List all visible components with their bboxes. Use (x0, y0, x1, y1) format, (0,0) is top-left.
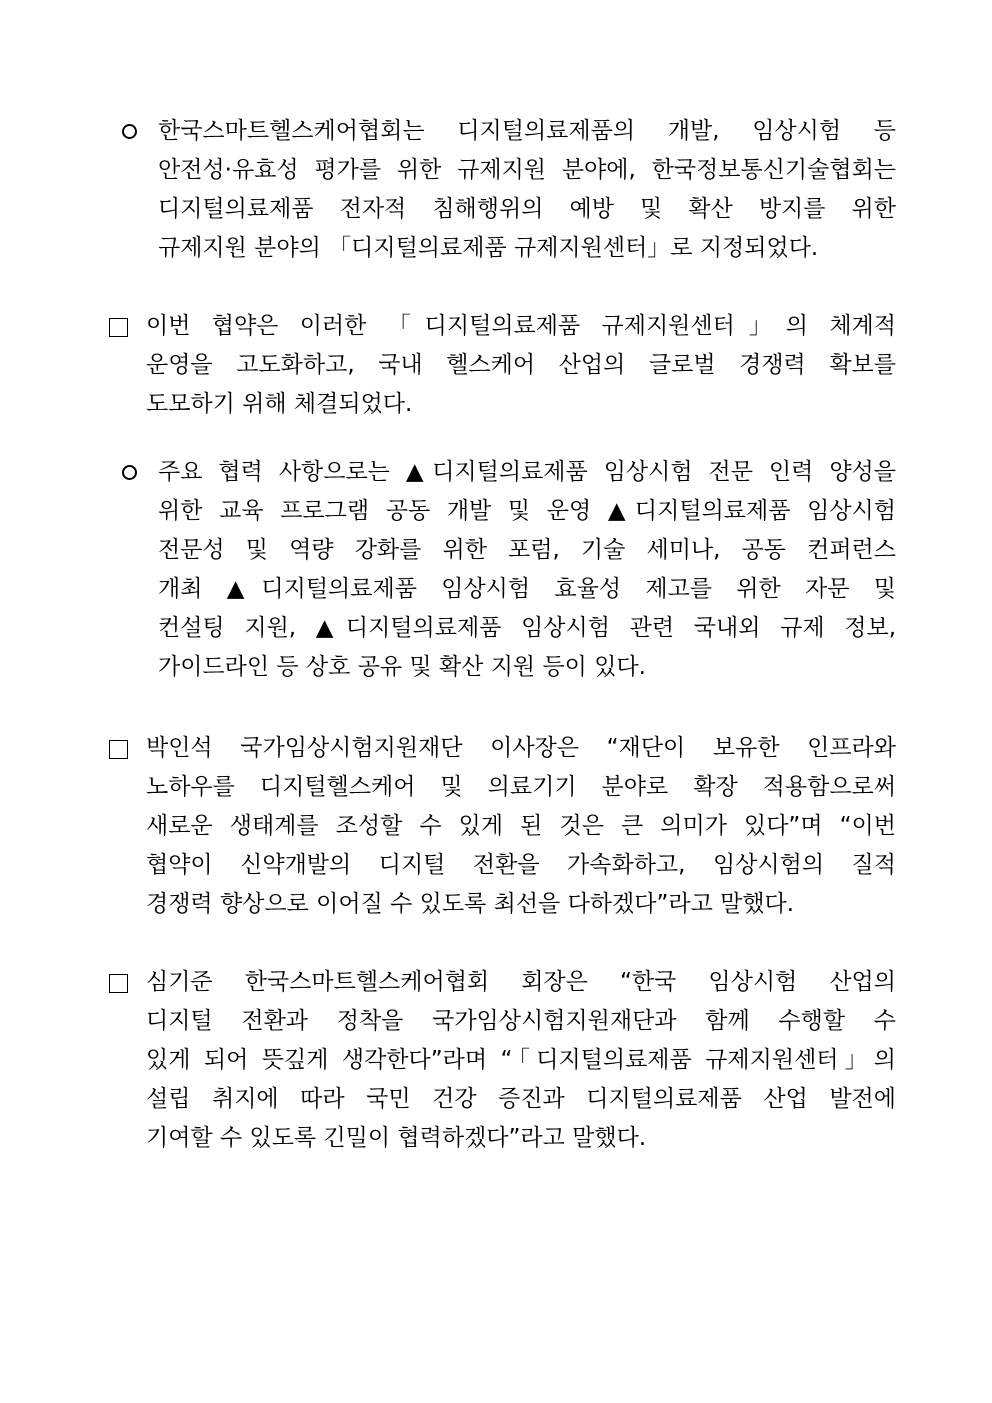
paragraph-line: 노하우를 디지털헬스케어 및 의료기기 분야로 확장 적용함으로써 (146, 774, 896, 800)
paragraph-line: 설립 취지에 따라 국민 건강 증진과 디지털의료제품 산업 발전에 (146, 1086, 896, 1112)
paragraph-line: 규제지원 분야의 「디지털의료제품 규제지원센터」로 지정되었다. (158, 235, 819, 261)
paragraph-line: 한국스마트헬스케어협회는 디지털의료제품의 개발, 임상시험 등 (158, 118, 896, 144)
paragraph-line: 운영을 고도화하고, 국내 헬스케어 산업의 글로벌 경쟁력 확보를 (146, 352, 896, 378)
paragraph-line: 경쟁력 향상으로 이어질 수 있도록 최선을 다하겠다”라고 말했다. (146, 891, 795, 917)
paragraph-line: 기여할 수 있도록 긴밀이 협력하겠다”라고 말했다. (146, 1125, 647, 1151)
circle-bullet-icon (122, 124, 137, 139)
paragraph-line: 디지털의료제품 전자적 침해행위의 예방 및 확산 방지를 위한 (158, 196, 896, 222)
square-bullet-icon (109, 974, 128, 993)
paragraph-line: 주요 협력 사항으로는 ▲디지털의료제품 임상시험 전문 인력 양성을 (158, 459, 896, 485)
paragraph-line: 위한 교육 프로그램 공동 개발 및 운영 ▲디지털의료제품 임상시험 (158, 498, 896, 524)
paragraph-line: 협약이 신약개발의 디지털 전환을 가속화하고, 임상시험의 질적 (146, 852, 896, 878)
paragraph-line: 박인석 국가임상시험지원재단 이사장은 “재단이 보유한 인프라와 (146, 735, 896, 761)
paragraph-line: 전문성 및 역량 강화를 위한 포럼, 기술 세미나, 공동 컨퍼런스 (158, 537, 896, 563)
paragraph-line: 있게 되어 뜻깊게 생각한다”라며 “「디지털의료제품 규제지원센터」의 (146, 1047, 896, 1073)
square-bullet-icon (109, 318, 128, 337)
paragraph-line: 이번 협약은 이러한 「디지털의료제품 규제지원센터」의 체계적 (146, 313, 896, 339)
paragraph-line: 안전성·유효성 평가를 위한 규제지원 분야에, 한국정보통신기술협회는 (158, 157, 896, 183)
paragraph-line: 새로운 생태계를 조성할 수 있게 된 것은 큰 의미가 있다”며 “이번 (146, 813, 896, 839)
paragraph-line: 도모하기 위해 체결되었다. (146, 391, 413, 417)
square-bullet-icon (109, 740, 128, 759)
circle-bullet-icon (122, 465, 137, 480)
paragraph-line: 가이드라인 등 상호 공유 및 확산 지원 등이 있다. (158, 654, 646, 680)
paragraph-line: 디지털 전환과 정착을 국가임상시험지원재단과 함께 수행할 수 (146, 1008, 896, 1034)
paragraph-line: 심기준 한국스마트헬스케어협회 회장은 “한국 임상시험 산업의 (146, 969, 896, 995)
paragraph-line: 개최 ▲디지털의료제품 임상시험 효율성 제고를 위한 자문 및 (158, 576, 896, 602)
paragraph-line: 컨설팅 지원, ▲디지털의료제품 임상시험 관련 국내외 규제 정보, (158, 615, 896, 641)
